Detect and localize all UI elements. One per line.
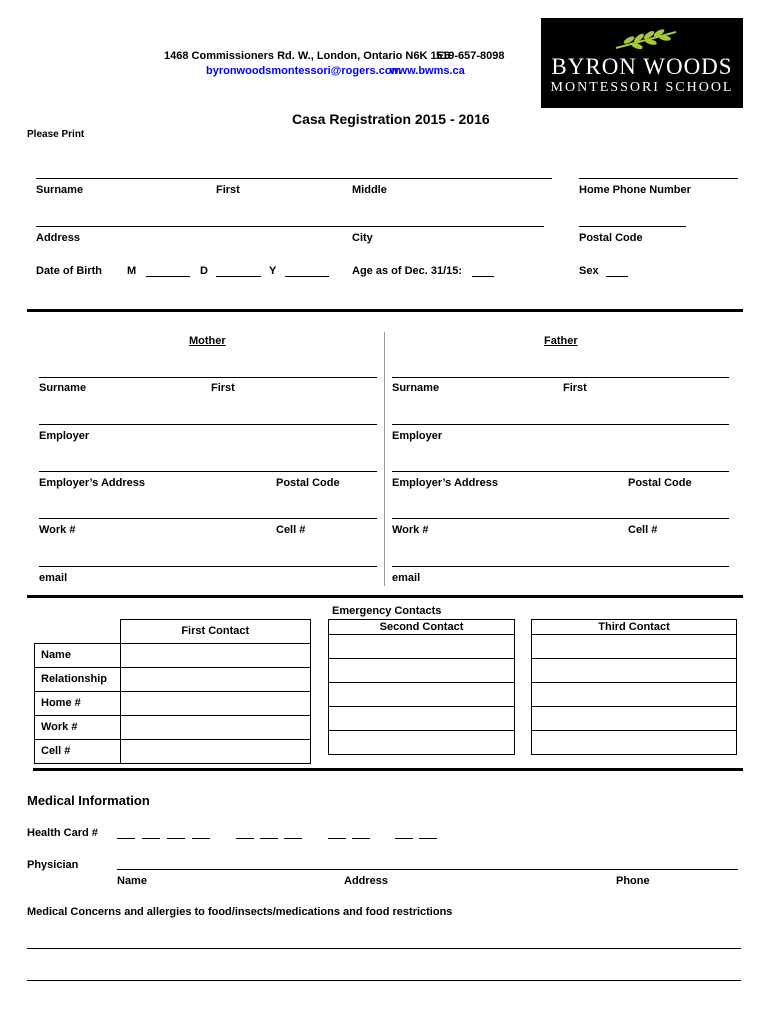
school-email-link[interactable]: byronwoodsmontessori@rogers.com <box>206 65 402 77</box>
third-contact-work-cell[interactable] <box>532 707 737 731</box>
second-contact-name-cell[interactable] <box>329 635 515 659</box>
olive-branch-icon <box>611 26 681 52</box>
row-label-cell: Cell # <box>35 739 121 763</box>
medical-concerns-line[interactable] <box>27 948 741 949</box>
first-contact-table <box>34 619 311 764</box>
father-employer-address-label: Employer’s Address <box>392 477 498 489</box>
age-label: Age as of Dec. 31/15: <box>352 265 463 277</box>
father-work-label: Work # <box>392 524 429 536</box>
father-cell-label: Cell # <box>628 524 658 536</box>
father-employer-address-line[interactable] <box>392 471 729 472</box>
first-contact-name-cell[interactable] <box>120 643 311 667</box>
school-website-link[interactable]: www.bwms.ca <box>390 65 465 77</box>
health-card-digit[interactable] <box>167 838 185 839</box>
dob-day-label: D <box>200 265 208 277</box>
mother-cell-label: Cell # <box>276 524 306 536</box>
logo-name: BYRON WOODS <box>551 54 733 79</box>
health-card-digit[interactable] <box>117 838 135 839</box>
third-contact-home-cell[interactable] <box>532 683 737 707</box>
school-phone: 519-657-8098 <box>436 50 505 62</box>
medical-concerns-line[interactable] <box>27 980 741 981</box>
emergency-title: Emergency Contacts <box>332 605 442 617</box>
father-name-line[interactable] <box>392 377 729 378</box>
page-title: Casa Registration 2015 - 2016 <box>292 111 490 127</box>
city-label: City <box>352 232 373 244</box>
father-heading: Father <box>544 335 578 347</box>
home-phone-line[interactable] <box>579 178 738 179</box>
third-contact-table <box>531 619 737 755</box>
physician-address-label: Address <box>344 875 389 887</box>
physician-line[interactable] <box>117 869 738 870</box>
father-first-label: First <box>563 382 587 394</box>
mother-email-line[interactable] <box>39 566 377 567</box>
health-card-label: Health Card # <box>27 827 98 839</box>
home-phone-label: Home Phone Number <box>579 184 691 196</box>
health-card-digit[interactable] <box>328 838 346 839</box>
sex-label: Sex <box>579 265 599 277</box>
second-contact-header: Second Contact <box>329 620 515 635</box>
second-contact-relationship-cell[interactable] <box>329 659 515 683</box>
dob-day-line[interactable] <box>216 276 261 277</box>
health-card-digit[interactable] <box>284 838 302 839</box>
mother-email-label: email <box>39 572 68 584</box>
first-contact-work-cell[interactable] <box>120 715 311 739</box>
second-contact-cell-cell[interactable] <box>329 731 515 755</box>
father-postal-code-label: Postal Code <box>628 477 692 489</box>
first-contact-home-cell[interactable] <box>120 691 311 715</box>
dob-year-line[interactable] <box>285 276 329 277</box>
mother-surname-label: Surname <box>39 382 87 394</box>
father-employer-label: Employer <box>392 430 443 442</box>
mother-first-label: First <box>211 382 235 394</box>
first-contact-cell-cell[interactable] <box>120 739 311 763</box>
mother-employer-line[interactable] <box>39 424 377 425</box>
address-line[interactable] <box>36 226 544 227</box>
section-divider <box>27 595 743 598</box>
parents-divider <box>384 332 385 586</box>
mother-employer-address-label: Employer’s Address <box>39 477 145 489</box>
father-surname-label: Surname <box>392 382 440 394</box>
third-contact-relationship-cell[interactable] <box>532 659 737 683</box>
age-line[interactable] <box>472 276 494 277</box>
dob-label: Date of Birth <box>36 265 102 277</box>
health-card-digit[interactable] <box>395 838 413 839</box>
health-card-digit[interactable] <box>352 838 370 839</box>
address-label: Address <box>36 232 81 244</box>
second-contact-table <box>328 619 515 755</box>
medical-concerns-label: Medical Concerns and allergies to food/insects/medications and food restrictions <box>27 906 453 918</box>
father-email-line[interactable] <box>392 566 729 567</box>
section-divider <box>27 309 743 312</box>
postal-code-line[interactable] <box>579 226 686 227</box>
row-label-work: Work # <box>35 715 121 739</box>
mother-postal-code-label: Postal Code <box>276 477 340 489</box>
father-email-label: email <box>392 572 421 584</box>
mother-heading: Mother <box>189 335 226 347</box>
health-card-digit[interactable] <box>419 838 437 839</box>
row-label-relationship: Relationship <box>35 667 121 691</box>
physician-label: Physician <box>27 859 79 871</box>
child-name-line[interactable] <box>36 178 552 179</box>
mother-work-label: Work # <box>39 524 76 536</box>
school-address: 1468 Commissioners Rd. W., London, Ontario N6K 1E6 <box>164 50 451 62</box>
please-print-note: Please Print <box>27 129 85 140</box>
section-divider <box>33 768 743 771</box>
health-card-digit[interactable] <box>260 838 278 839</box>
mother-employer-label: Employer <box>39 430 90 442</box>
dob-month-line[interactable] <box>146 276 190 277</box>
middle-label: Middle <box>352 184 387 196</box>
row-label-home: Home # <box>35 691 121 715</box>
first-contact-relationship-cell[interactable] <box>120 667 311 691</box>
medical-title: Medical Information <box>27 793 150 808</box>
first-label: First <box>216 184 240 196</box>
father-employer-line[interactable] <box>392 424 729 425</box>
mother-employer-address-line[interactable] <box>39 471 377 472</box>
school-logo <box>541 18 743 108</box>
third-contact-name-cell[interactable] <box>532 635 737 659</box>
second-contact-work-cell[interactable] <box>329 707 515 731</box>
dob-month-label: M <box>127 265 137 277</box>
postal-code-label: Postal Code <box>579 232 643 244</box>
dob-year-label: Y <box>269 265 277 277</box>
health-card-digit[interactable] <box>192 838 210 839</box>
health-card-digit[interactable] <box>236 838 254 839</box>
second-contact-home-cell[interactable] <box>329 683 515 707</box>
third-contact-header: Third Contact <box>532 620 737 635</box>
third-contact-cell-cell[interactable] <box>532 731 737 755</box>
first-contact-header: First Contact <box>120 620 311 644</box>
physician-name-label: Name <box>117 875 147 887</box>
sex-line[interactable] <box>606 276 628 277</box>
mother-name-line[interactable] <box>39 377 377 378</box>
father-phone-line[interactable] <box>392 518 729 519</box>
mother-phone-line[interactable] <box>39 518 377 519</box>
logo-subtitle: MONTESSORI SCHOOL <box>550 80 734 95</box>
row-label-name: Name <box>35 643 121 667</box>
surname-label: Surname <box>36 184 84 196</box>
health-card-digit[interactable] <box>142 838 160 839</box>
physician-phone-label: Phone <box>616 875 650 887</box>
